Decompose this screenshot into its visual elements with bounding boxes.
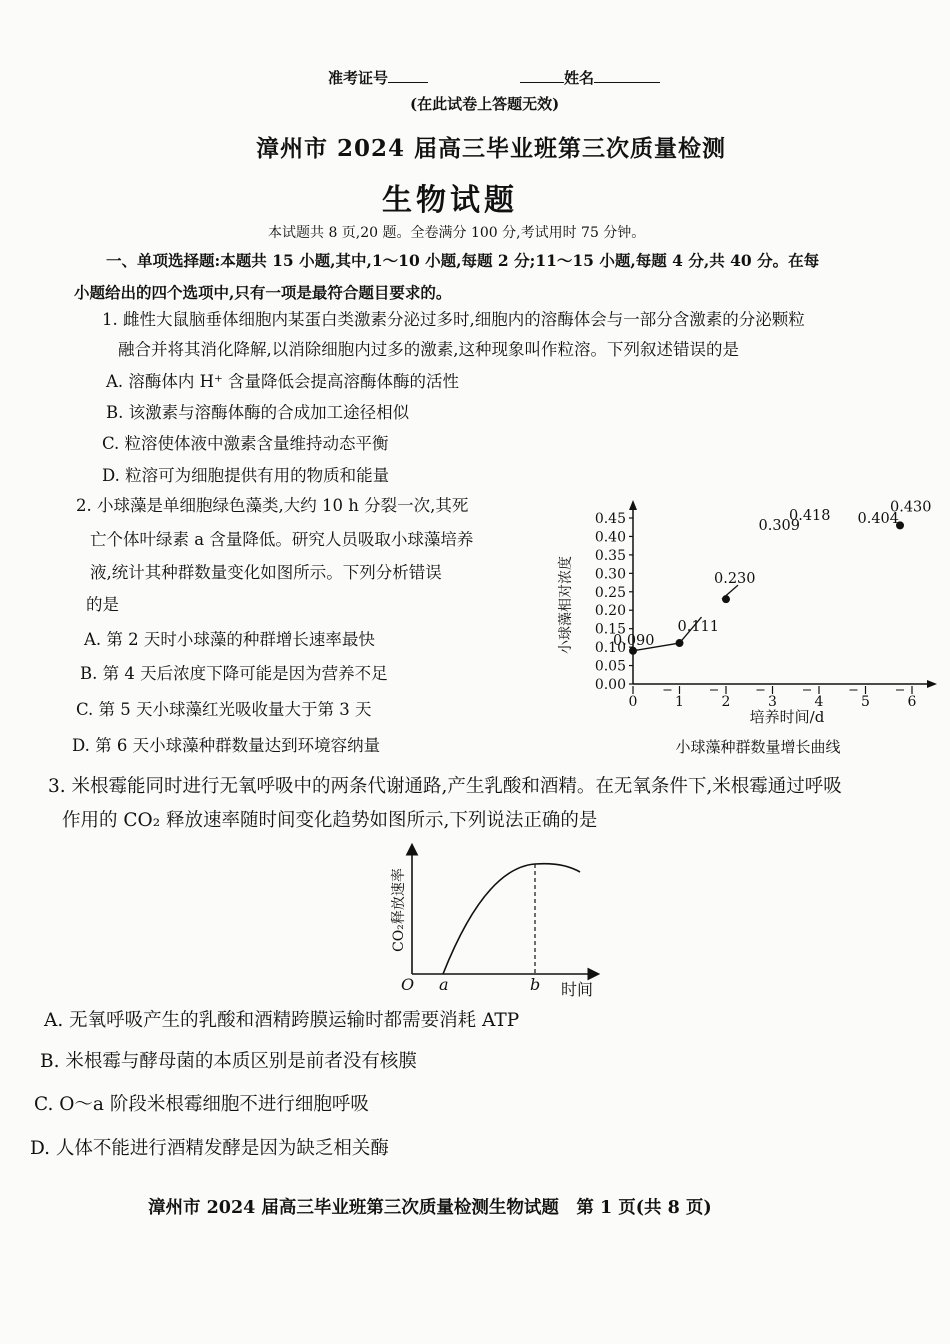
chart1-data-label: 0.230 (714, 571, 756, 588)
q1-option-a[interactable]: A. 溶酶体内 H⁺ 含量降低会提高溶酶体酶的活性 (106, 372, 459, 391)
chart1-data-label: 0.404 (857, 510, 900, 527)
q1-stem-line2: 融合并将其消化降解,以消除细胞内过多的激素,这种现象叫作粒溶。下列叙述错误的是 (118, 340, 739, 359)
section-instructions-2: 小题给出的四个选项中,只有一项是最符合题目要求的。 (74, 283, 452, 302)
q2-option-c[interactable]: C. 第 5 天小球藻红光吸收量大于第 3 天 (76, 700, 372, 719)
chart1-points (629, 521, 904, 654)
exam-title: 漳州市 2024 届高三毕业班第三次质量检测 (256, 135, 727, 162)
q1-option-b[interactable]: B. 该激素与溶酶体酶的合成加工途径相似 (106, 403, 410, 422)
chart1-x-tick-label: 6 (907, 694, 917, 710)
chart1-data-label: 0.309 (758, 518, 801, 535)
q3-option-d[interactable]: D. 人体不能进行酒精发酵是因为缺乏相关酶 (30, 1138, 389, 1159)
chart2-x-tick-b: b (530, 975, 541, 994)
q2-option-b[interactable]: B. 第 4 天后浓度下降可能是因为营养不足 (80, 664, 388, 683)
chart1-x-tick-label: 2 (721, 694, 731, 710)
chart1-x-tick-label: 4 (814, 694, 824, 710)
q3-option-c[interactable]: C. O～a 阶段米根霉细胞不进行细胞呼吸 (34, 1094, 369, 1115)
chart1-data-label: 0.430 (890, 499, 932, 516)
chart1-x-tick-label: 5 (861, 694, 870, 710)
chart1-y-tick-label: 0.45 (594, 511, 626, 527)
student-name-label: 姓名 (564, 69, 595, 87)
chart1-y-tick-label: 0.35 (594, 547, 626, 564)
chart1-x-tick-label: 0 (628, 694, 638, 710)
q1-stem-line1: 1. 雌性大鼠脑垂体细胞内某蛋白类激素分泌过多时,细胞内的溶酶体会与一部分含激素的分泌颗粒 (102, 310, 805, 329)
exam-number-field (328, 67, 428, 88)
name-prefix-blank (520, 68, 564, 83)
chart1-point-labels (613, 499, 932, 648)
chart1-x-axis-arrow (927, 680, 937, 688)
chart1-data-point (722, 595, 730, 603)
chart1-y-tick-label: 0.30 (594, 566, 626, 583)
chart1-x-tick-label: 1 (675, 694, 684, 710)
chart1-data-label: 0.090 (613, 632, 655, 649)
chart1-data-point (676, 639, 684, 647)
q1-option-c[interactable]: C. 粒溶使体液中激素含量维持动态平衡 (102, 434, 389, 453)
population-growth-chart (545, 490, 945, 765)
chart1-y-tick-label: 0.40 (594, 529, 626, 546)
chart1-y-axis-label: 小球藻相对浓度 (558, 556, 574, 654)
section-instructions-1: 一、单项选择题:本题共 15 小题,其中,1～10 小题,每题 2 分;11～15 小题,每题 4 分,共 40 分。在每 (106, 251, 820, 270)
chart1-y-ticks (595, 511, 633, 693)
q3-stem-line1: 3. 米根霉能同时进行无氧呼吸中的两条代谢通路,产生乳酸和酒精。在无氧条件下,米根霉通过呼吸 (48, 776, 842, 797)
chart1-x-tick-label: 3 (768, 694, 777, 710)
chart1-y-tick-label: 0.05 (594, 658, 626, 675)
chart1-y-tick-label: 0.25 (594, 584, 626, 601)
chart1-data-label: 0.111 (677, 619, 720, 636)
page-footer: 漳州市 2024 届高三毕业班第三次质量检测生物试题 第 1 页(共 8 页) (148, 1198, 712, 1218)
q2-option-a[interactable]: A. 第 2 天时小球藻的种群增长速率最快 (84, 630, 375, 649)
q3-option-a[interactable]: A. 无氧呼吸产生的乳酸和酒精跨膜运输时都需要消耗 ATP (44, 1010, 520, 1031)
q3-stem-line2: 作用的 CO₂ 释放速率随时间变化趋势如图所示,下列说法正确的是 (62, 810, 598, 831)
invalid-note: (在此试卷上答题无效) (410, 95, 560, 113)
student-name-field (520, 67, 660, 88)
q2-stem-line2: 亡个体叶绿素 a 含量降低。研究人员吸取小球藻培养 (90, 530, 474, 549)
student-name-blank (594, 68, 660, 83)
chart2-x-axis-label: 时间 (561, 980, 594, 999)
chart1-y-axis-arrow (629, 500, 637, 510)
chart1-x-axis-label: 培养时间/d (749, 708, 825, 726)
exam-info: 本试题共 8 页,20 题。全卷满分 100 分,考试用时 75 分钟。 (268, 225, 646, 241)
exam-number-label: 准考证号 (328, 69, 389, 87)
q2-stem-line4: 的是 (86, 595, 119, 614)
q2-option-d[interactable]: D. 第 6 天小球藻种群数量达到环境容纳量 (72, 736, 381, 755)
chart1-y-tick-label: 0.00 (594, 677, 626, 693)
exam-number-blank (388, 68, 428, 83)
q2-stem-line1: 2. 小球藻是单细胞绿色藻类,大约 10 h 分裂一次,其死 (76, 496, 469, 515)
chart1-y-tick-label: 0.15 (594, 621, 626, 638)
chart2-curve (443, 864, 580, 974)
chart2-y-axis-label: CO₂释放速率 (391, 868, 407, 952)
subject-title: 生物试题 (382, 183, 518, 218)
q3-option-b[interactable]: B. 米根霉与酵母菌的本质区别是前者没有核膜 (40, 1051, 417, 1072)
chart2-origin-label: O (401, 975, 415, 994)
q2-stem-line3: 液,统计其种群数量变化如图所示。下列分析错误 (90, 563, 442, 582)
chart1-y-tick-label: 0.20 (594, 603, 626, 620)
co2-release-rate-chart (375, 840, 615, 1005)
chart1-y-tick-label: 0.10 (594, 640, 626, 657)
chart1-title: 小球藻种群数量增长曲线 (675, 738, 841, 756)
chart1-data-label: 0.418 (789, 507, 831, 524)
chart2-x-tick-a: a (439, 975, 449, 994)
chart1-x-ticks (629, 686, 917, 710)
q1-option-d[interactable]: D. 粒溶可为细胞提供有用的物质和能量 (102, 466, 390, 485)
